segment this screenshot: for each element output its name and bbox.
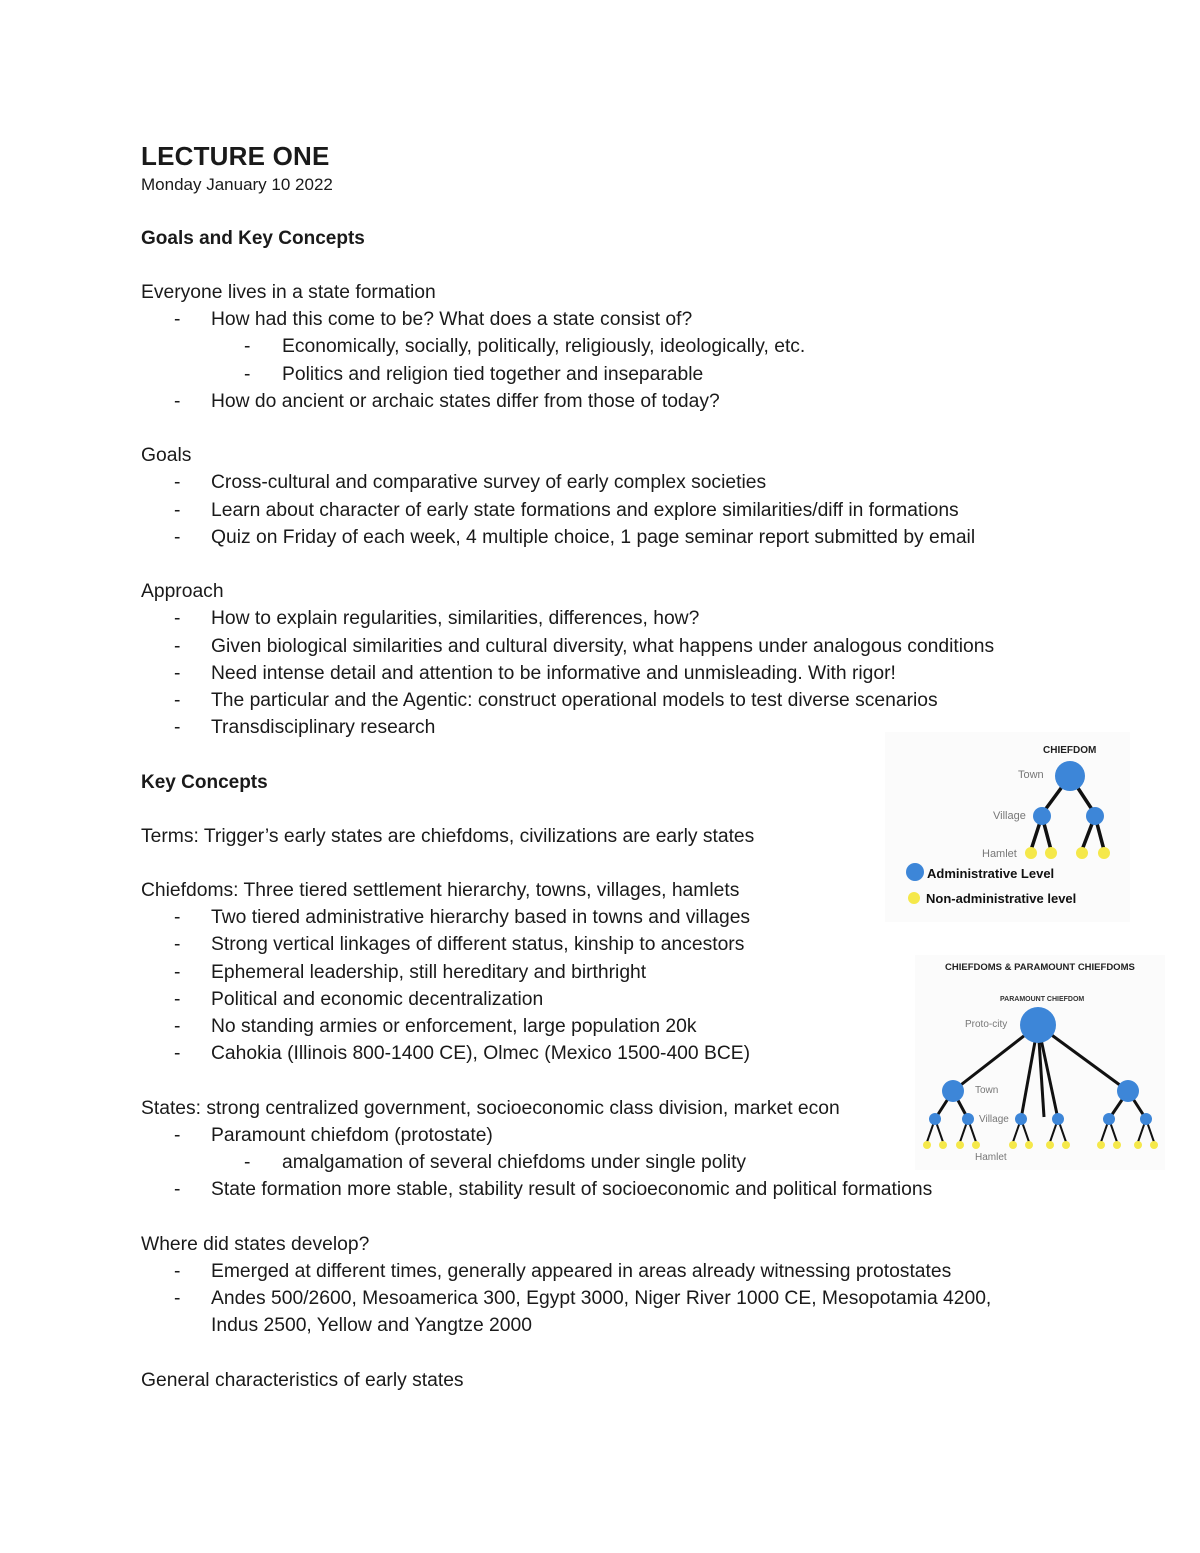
bullet-dash: -	[174, 662, 181, 684]
list-item	[141, 388, 1141, 415]
hamlet-node	[1025, 847, 1037, 859]
bullet-dash: -	[244, 1152, 251, 1174]
bullet-dash: -	[174, 690, 181, 712]
sub-list-item	[211, 333, 1141, 360]
bullet-dash: -	[174, 907, 181, 929]
list-item	[141, 633, 1141, 660]
list-item-text: Emerged at different times, generally appeared in areas already witnessing protostates	[211, 1260, 952, 1282]
general-characteristics-text: General characteristics of early states	[141, 1369, 464, 1391]
list-item-text: Indus 2500, Yellow and Yangtze 2000	[211, 1315, 532, 1337]
sub-list	[211, 333, 1141, 387]
intro-section	[141, 279, 1141, 415]
key-concepts-heading: Key Concepts	[141, 771, 268, 793]
bullet-dash: -	[174, 499, 181, 521]
bullet-dash: -	[174, 1016, 181, 1038]
list-item-text: How to explain regularities, similarities, differences, how?	[211, 608, 700, 630]
chiefdom-diagram-title: CHIEFDOM	[1043, 745, 1097, 756]
chiefdoms-text: Chiefdoms: Three tiered settlement hierarchy, towns, villages, hamlets	[141, 880, 740, 901]
protocity-label: Proto-city	[965, 1019, 1008, 1030]
legend-admin-label: Administrative Level	[927, 866, 1055, 881]
village-label: Village	[979, 1114, 1009, 1125]
states-text: States: strong centralized government, socioeconomic class division, market econ	[141, 1097, 840, 1119]
list-item-text: How do ancient or archaic states differ from those of today?	[211, 390, 720, 412]
list-item	[141, 469, 1141, 496]
list-item-text: Andes 500/2600, Mesoamerica 300, Egypt 3000, Niger River 1000 CE, Mesopotamia 4200,	[211, 1288, 992, 1310]
village-node	[1086, 807, 1104, 825]
approach-text: Approach	[141, 581, 224, 603]
town-node	[1055, 761, 1085, 791]
sub-list-item-text: Economically, socially, politically, religiously, ideologically, etc.	[282, 336, 806, 358]
paramount-chiefdom-diagram-svg	[915, 955, 1165, 1170]
paramount-diagram-title: CHIEFDOMS & PARAMOUNT CHIEFDOMS	[945, 962, 1135, 973]
lecture-date: Monday January 10 2022	[141, 175, 333, 194]
protocity-node	[1020, 1007, 1056, 1043]
list-item-text: Quiz on Friday of each week, 4 multiple choice, 1 page seminar report submitted by email	[211, 526, 976, 548]
list-item	[141, 687, 1141, 714]
list-item-text: No standing armies or enforcement, large population 20k	[211, 1016, 697, 1038]
approach-section	[141, 578, 1141, 741]
hamlet-label: Hamlet	[975, 1152, 1007, 1163]
sub-list-item-text: amalgamation of several chiefdoms under single polity	[282, 1152, 747, 1174]
bullet-dash: -	[244, 336, 251, 358]
paramount-diagram-subtitle: PARAMOUNT CHIEFDOM	[1000, 996, 1085, 1003]
page-title: LECTURE ONE	[141, 141, 330, 171]
hamlet-node	[1076, 847, 1088, 859]
list-item-text: Need intense detail and attention to be informative and unmisleading. With rigor!	[211, 662, 896, 684]
intro-text: Everyone lives in a state formation	[141, 282, 436, 303]
where-text: Where did states develop?	[141, 1233, 370, 1255]
list-item-text: Paramount chiefdom (protostate)	[211, 1124, 493, 1146]
list-item-text: Cross-cultural and comparative survey of early complex societies	[211, 472, 767, 494]
bullet-dash: -	[174, 961, 181, 983]
list-item-text: Two tiered administrative hierarchy based in towns and villages	[211, 907, 751, 929]
list-item-text: Political and economic decentralization	[211, 988, 544, 1010]
town-label: Town	[975, 1085, 999, 1096]
hamlet-nodes	[923, 1141, 1158, 1149]
hamlet-lines	[927, 1119, 1154, 1142]
chiefdom-diagram	[885, 732, 1130, 922]
bullet-dash: -	[174, 390, 181, 412]
approach-list	[141, 605, 1141, 741]
intro-list	[141, 306, 1141, 415]
town-node	[942, 1080, 964, 1102]
list-item-text: How had this come to be? What does a state consist of?	[211, 309, 693, 331]
bullet-dash: -	[174, 717, 181, 739]
list-item	[141, 524, 1141, 551]
list-item-text: Strong vertical linkages of different status, kinship to ancestors	[211, 934, 745, 956]
hamlet-node	[1098, 847, 1110, 859]
terms-text: Terms: Trigger’s early states are chiefdoms, civilizations are early states	[141, 825, 755, 847]
village-label: Village	[993, 810, 1026, 822]
bullet-dash: -	[174, 1179, 181, 1201]
list-item-text: Ephemeral leadership, still hereditary and birthright	[211, 961, 647, 983]
list-item	[141, 1285, 1141, 1312]
list-item-text: State formation more stable, stability result of socioeconomic and political formations	[211, 1179, 933, 1201]
list-item-continuation	[141, 1312, 1141, 1339]
legend-nonadmin-swatch	[908, 892, 920, 904]
where-section	[141, 1231, 1141, 1340]
list-item	[141, 605, 1141, 632]
goals-section	[141, 442, 1141, 551]
village-nodes	[929, 1113, 1152, 1125]
list-item	[141, 1258, 1141, 1285]
bullet-dash: -	[244, 363, 251, 385]
village-node	[1033, 807, 1051, 825]
bullet-dash: -	[174, 1288, 181, 1310]
bullet-dash: -	[174, 526, 181, 548]
bullet-dash: -	[174, 988, 181, 1010]
paramount-chiefdom-diagram	[915, 955, 1165, 1170]
legend-nonadmin-label: Non-administrative level	[926, 891, 1077, 906]
bullet-dash: -	[174, 635, 181, 657]
bullet-dash: -	[174, 1260, 181, 1282]
bullet-dash: -	[174, 608, 181, 630]
where-list	[141, 1258, 1141, 1340]
list-item	[141, 497, 1141, 524]
list-item	[141, 1176, 1141, 1203]
list-item	[141, 660, 1141, 687]
list-item-text: Cahokia (Illinois 800-1400 CE), Olmec (Mexico 1500-400 BCE)	[211, 1043, 751, 1065]
list-item-text: Learn about character of early state formations and explore similarities/diff in formations	[211, 499, 959, 521]
hamlet-node	[1045, 847, 1057, 859]
list-item	[141, 306, 1141, 388]
list-item-text: The particular and the Agentic: construct operational models to test diverse scenarios	[211, 690, 938, 712]
hamlet-label: Hamlet	[982, 848, 1017, 860]
list-item-text: Given biological similarities and cultural diversity, what happens under analogous conditions	[211, 635, 995, 657]
goals-list	[141, 469, 1141, 551]
sub-list-item-text: Politics and religion tied together and inseparable	[282, 363, 704, 385]
town-node	[1117, 1080, 1139, 1102]
goals-text: Goals	[141, 445, 192, 467]
bullet-dash: -	[174, 1043, 181, 1065]
bullet-dash: -	[174, 934, 181, 956]
list-item-text: Transdisciplinary research	[211, 717, 436, 739]
legend-admin-swatch	[906, 863, 924, 881]
bullet-dash: -	[174, 309, 181, 331]
bullet-dash: -	[174, 1124, 181, 1146]
town-label: Town	[1018, 769, 1044, 781]
sub-list-item	[211, 361, 1141, 388]
bullet-dash: -	[174, 472, 181, 494]
goals-key-concepts-heading: Goals and Key Concepts	[141, 228, 365, 249]
chiefdom-diagram-svg	[885, 732, 1130, 922]
